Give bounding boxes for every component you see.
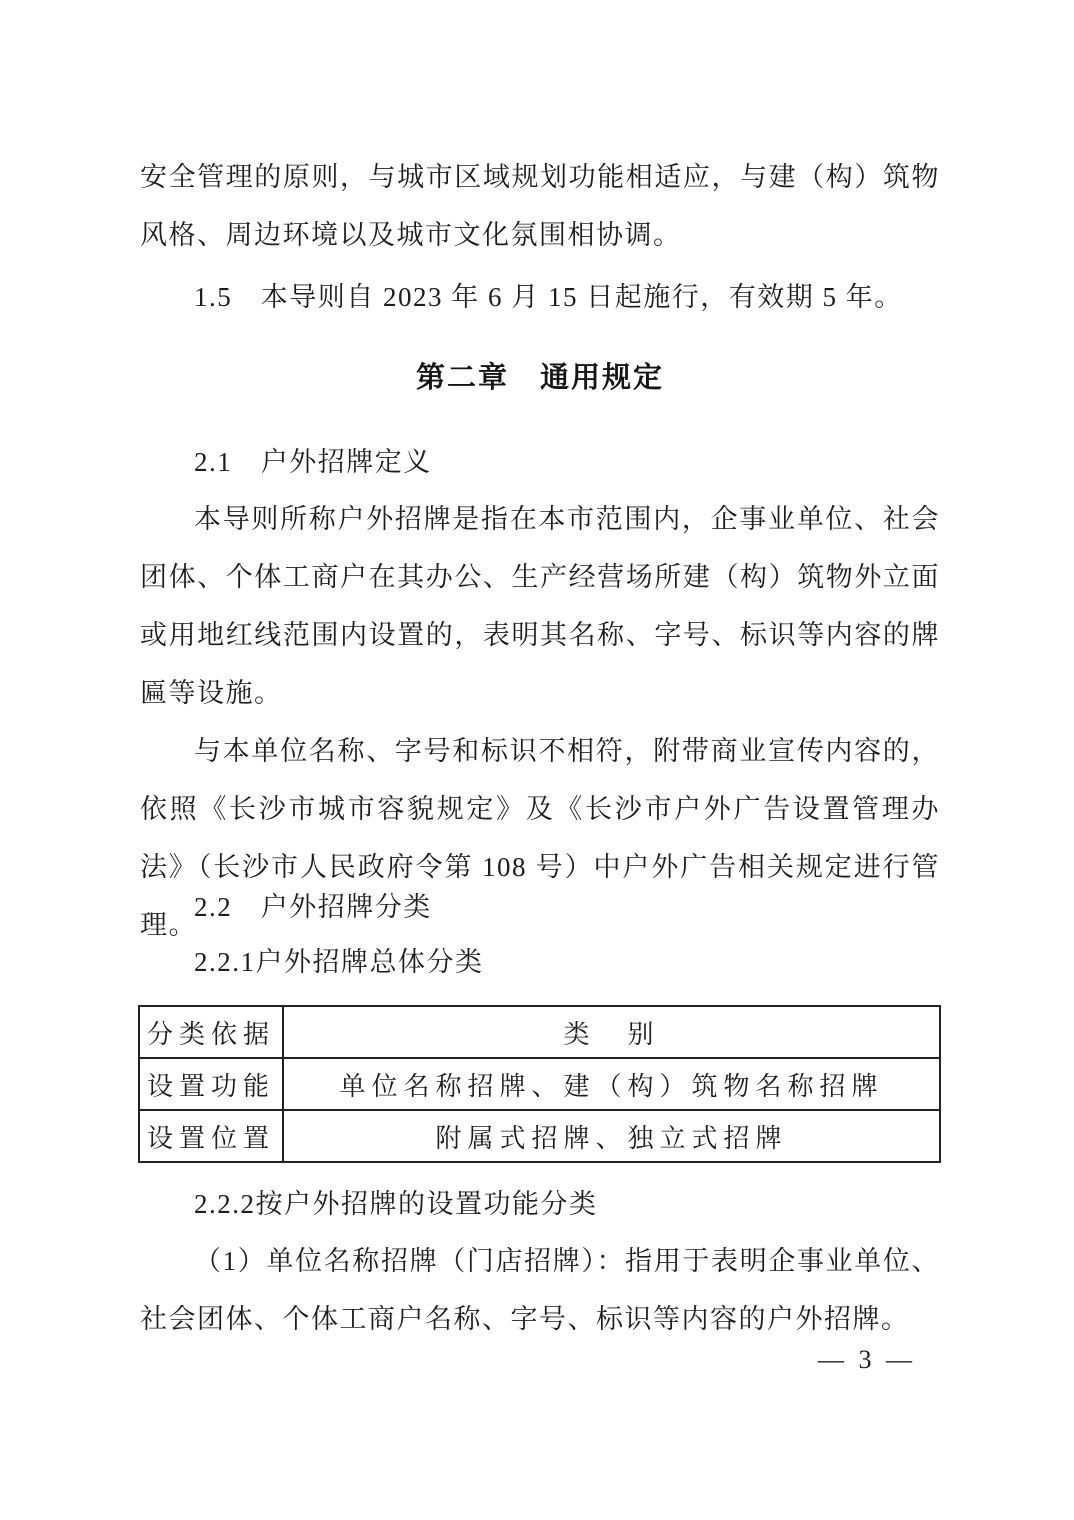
- definition-paragraph: 本导则所称户外招牌是指在本市范围内，企事业单位、社会团体、个体工商户在其办公、生产经营场所建（构）筑物外立面或用地红线范围内设置的，表明其名称、字号、标识等内容的牌匾等设施。: [140, 504, 940, 708]
- chapter-heading: 第二章 通用规定: [415, 362, 664, 394]
- table-cell-basis-header: 分类依据: [139, 1006, 283, 1058]
- clause-1-5: 1.5 本导则自 2023 年 6 月 15 日起施行，有效期 5 年。: [194, 282, 903, 312]
- table-cell-function-value: 单位名称招牌、建（构）筑物名称招牌: [283, 1058, 940, 1110]
- table-cell-category-header: 类 别: [283, 1006, 940, 1058]
- table-row: [139, 1058, 940, 1110]
- table-cell-function-key: 设置功能: [139, 1058, 283, 1110]
- table-row: [139, 1006, 940, 1058]
- management-paragraph: 与本单位名称、字号和标识不相符，附带商业宣传内容的，依照《长沙市城市容貌规定》及《长沙市户外广告设置管理办法》（长沙市人民政府令第 108 号）中户外广告相关规定进行管理。: [140, 736, 940, 940]
- section-2-2-2-heading: 2.2.2按户外招牌的设置功能分类: [194, 1189, 598, 1219]
- section-2-1-heading: 2.1 户外招牌定义: [194, 447, 432, 477]
- section-2-2-heading: 2.2 户外招牌分类: [194, 892, 432, 922]
- section-2-2-1-heading: 2.2.1户外招牌总体分类: [194, 947, 484, 977]
- continuation-paragraph: 安全管理的原则，与城市区域规划功能相适应，与建（构）筑物风格、周边环境以及城市文化氛围相协调。: [140, 162, 940, 250]
- table-cell-position-key: 设置位置: [139, 1110, 283, 1162]
- table-row: [139, 1110, 940, 1162]
- classification-table: [138, 1005, 941, 1163]
- table-cell-position-value: 附属式招牌、独立式招牌: [283, 1110, 940, 1162]
- page-number: — 3 —: [818, 1345, 916, 1374]
- item-1-paragraph: （1）单位名称招牌（门店招牌）：指用于表明企事业单位、社会团体、个体工商户名称、字号、标识等内容的户外招牌。: [140, 1246, 940, 1334]
